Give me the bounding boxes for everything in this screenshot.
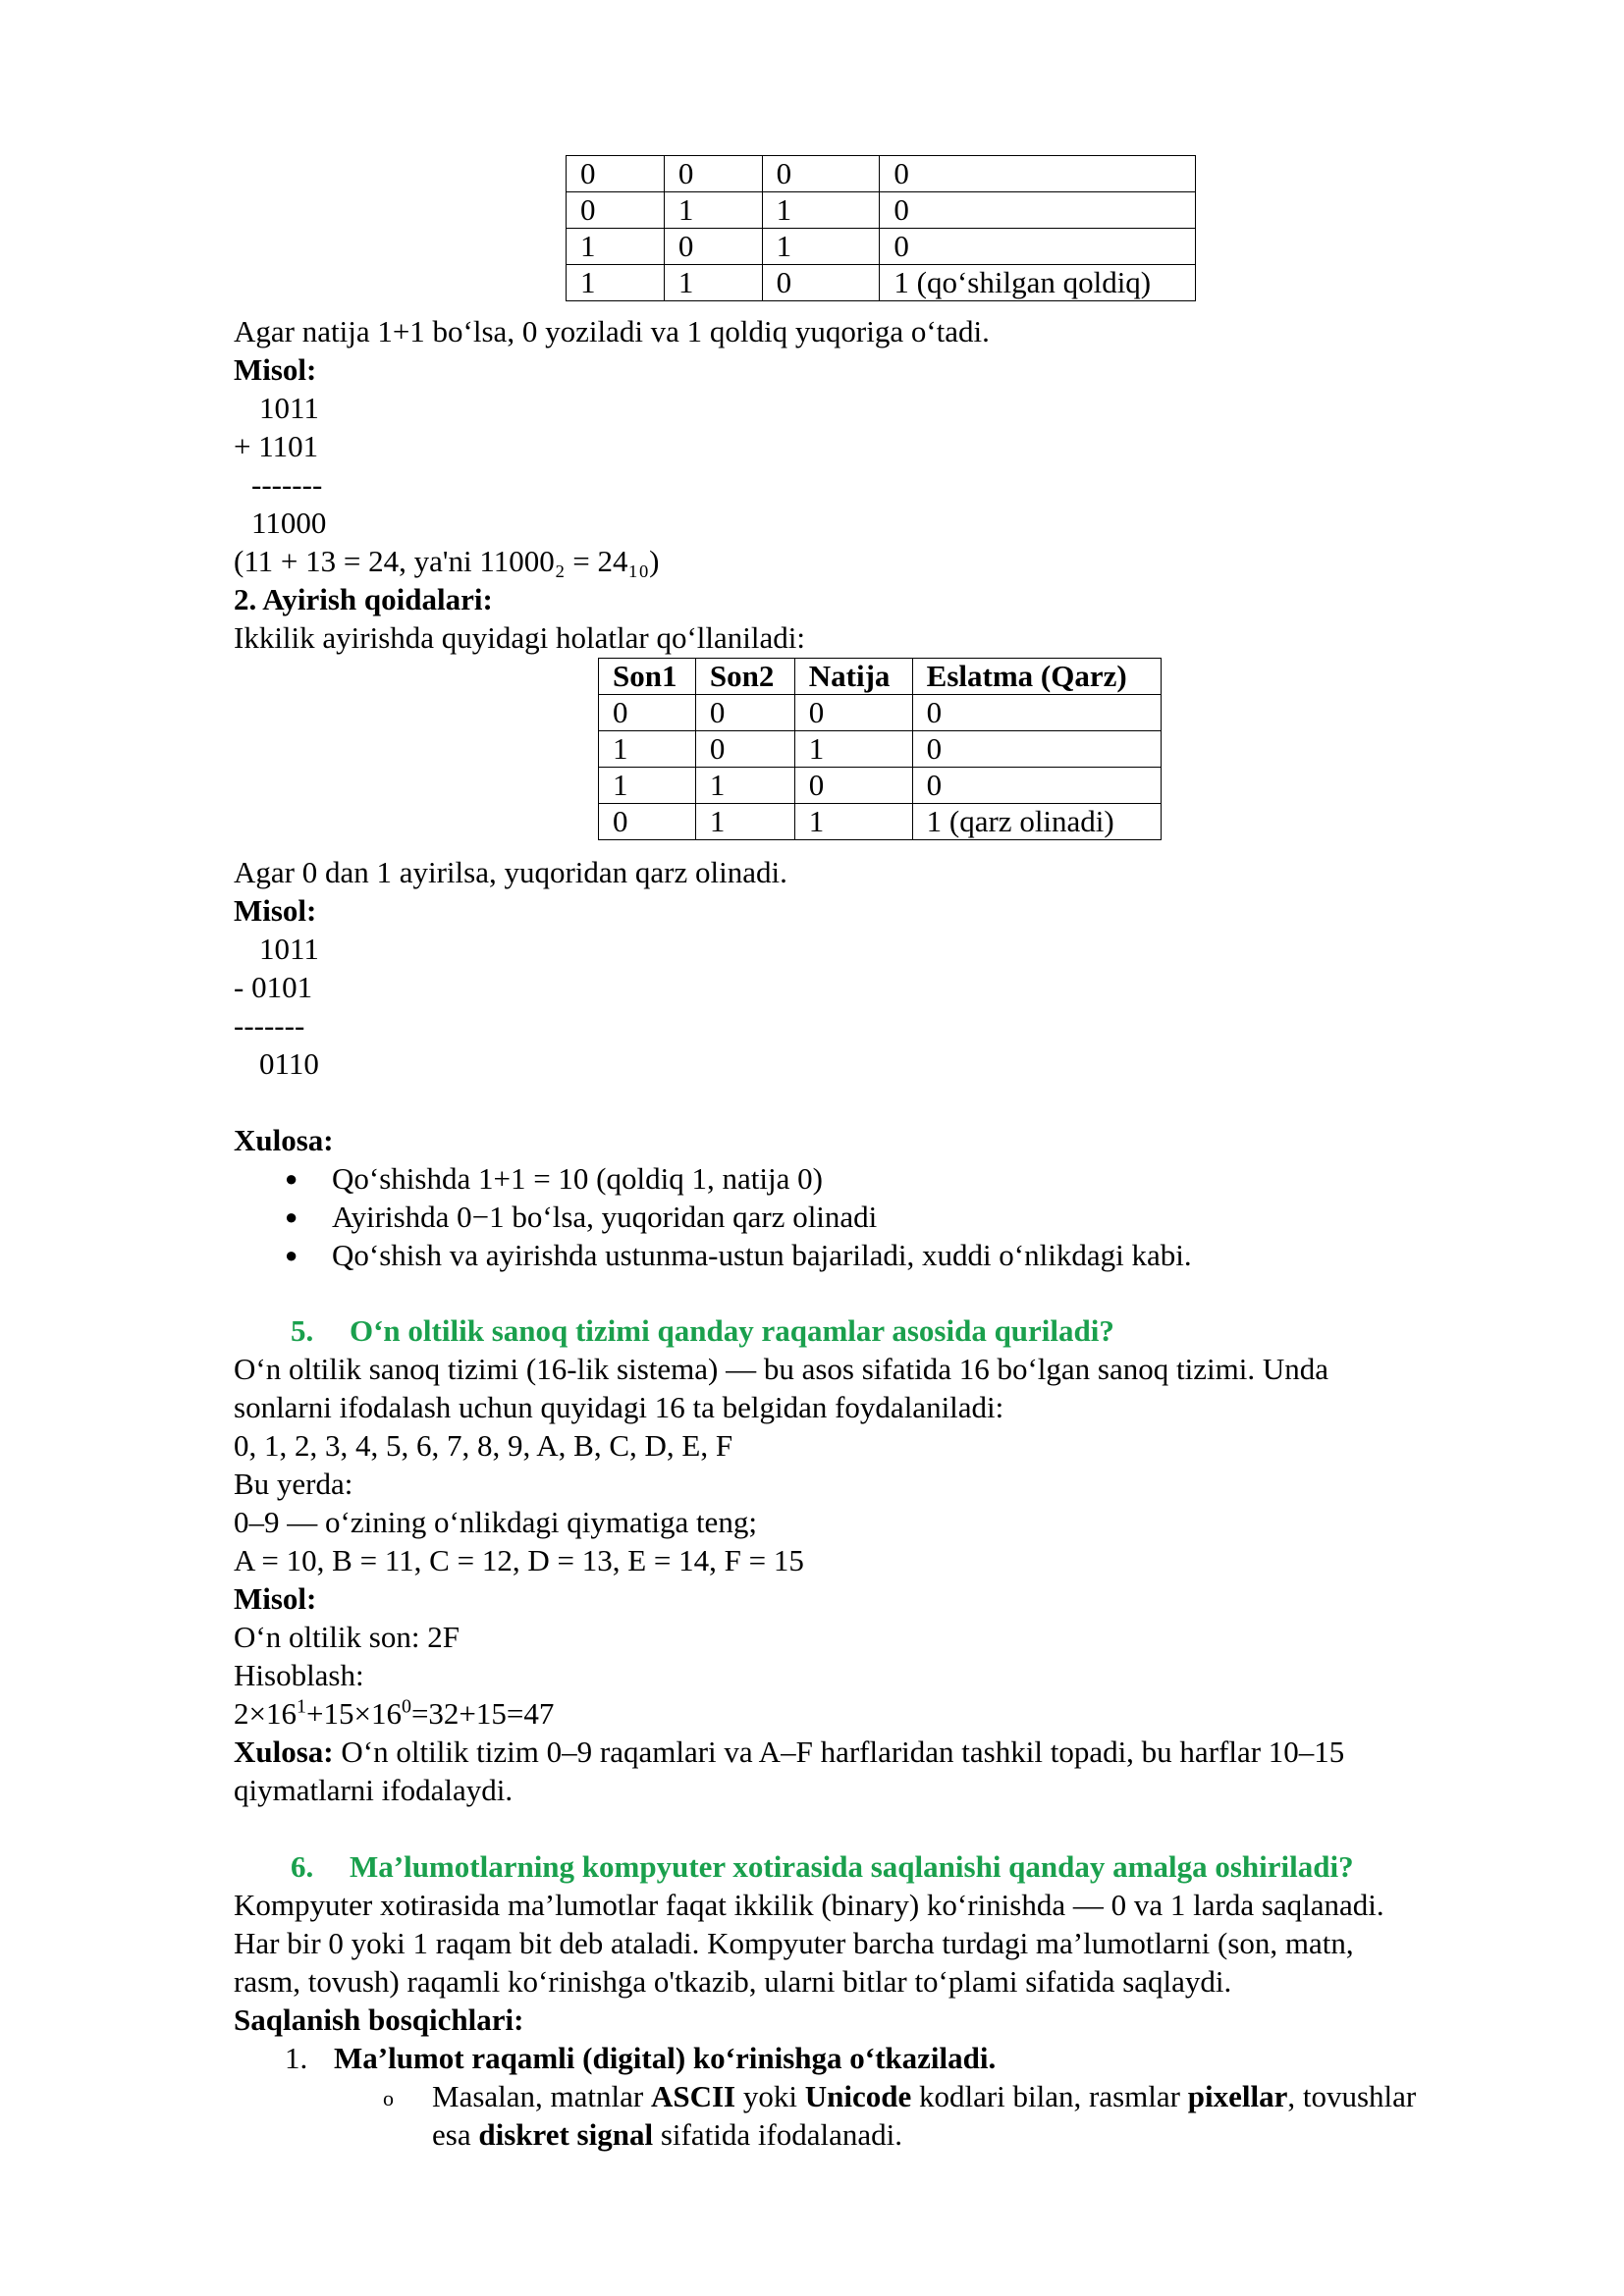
summary-label: Xulosa:	[234, 1123, 334, 1157]
summary-item: Qo‘shish va ayirishda ustunma-ustun bajariladi, xuddi o‘nlikdagi kabi.	[332, 1238, 1192, 1272]
table-row	[599, 731, 1162, 768]
bullet-icon: ●	[285, 1243, 298, 1267]
table-row	[567, 229, 1196, 265]
table-cell: 1	[599, 731, 696, 768]
table-cell: 1	[695, 768, 794, 804]
paragraph-line: O‘n oltilik sanoq tizimi (16-lik sistema) — bu asos sifatida 16 bo‘lgan sanoq tizimi. Unda	[234, 1352, 1328, 1386]
example-line: 11000	[251, 506, 327, 540]
table-cell: 0	[880, 156, 1196, 192]
step-number: 1.	[285, 2041, 308, 2075]
example-line: - 0101	[234, 970, 313, 1004]
example-result: (11 + 13 = 24, ya'ni 11000₂ = 24₁₀)	[234, 544, 660, 578]
conclusion: Xulosa: O‘n oltilik tizim 0–9 raqamlari va A–F harflaridan tashkil topadi, bu harflar 10–15	[234, 1735, 1345, 1769]
table-cell: 0	[912, 695, 1161, 731]
table-row	[567, 156, 1196, 192]
summary-item: Qo‘shishda 1+1 = 10 (qoldiq 1, natija 0)	[332, 1161, 823, 1196]
table-cell: 1 (qarz olinadi)	[912, 804, 1161, 840]
table-header-cell: Eslatma (Qarz)	[912, 659, 1161, 695]
example-line: 1011	[259, 391, 319, 425]
table-row	[599, 804, 1162, 840]
table-cell: 0	[912, 731, 1161, 768]
table-cell: 1	[664, 192, 762, 229]
table-row	[567, 192, 1196, 229]
section-number: 6.	[291, 1849, 314, 1884]
example-line: -------	[234, 1008, 305, 1042]
bullet-icon: ●	[285, 1204, 298, 1229]
table-cell: 1	[794, 731, 912, 768]
table-cell: 0	[912, 768, 1161, 804]
table-cell: 0	[567, 156, 665, 192]
paragraph-line: Har bir 0 yoki 1 raqam bit deb ataladi. Kompyuter barcha turdagi ma’lumotlarni (son, matn,	[234, 1926, 1354, 1960]
hex-digits: 0, 1, 2, 3, 4, 5, 6, 7, 8, 9, A, B, C, D, E, F	[234, 1428, 733, 1463]
subtraction-intro: Ikkilik ayirishda quyidagi holatlar qo‘llaniladi:	[234, 620, 805, 655]
table-header-row	[599, 659, 1162, 695]
table-cell: 0	[880, 192, 1196, 229]
paragraph-line: 0–9 — o‘zining o‘nlikdagi qiymatiga teng;	[234, 1505, 757, 1539]
table-cell: 1 (qo‘shilgan qoldiq)	[880, 265, 1196, 301]
table-cell: 0	[599, 804, 696, 840]
table-header-cell: Son2	[695, 659, 794, 695]
table-cell: 0	[880, 229, 1196, 265]
table-cell: 1	[599, 768, 696, 804]
paragraph-line: O‘n oltilik son: 2F	[234, 1620, 460, 1654]
paragraph-line: Hisoblash:	[234, 1658, 364, 1692]
addition-table	[566, 155, 1196, 301]
table-cell: 1	[762, 229, 880, 265]
table-cell: 1	[794, 804, 912, 840]
table-cell: 0	[794, 695, 912, 731]
table-cell: 1	[695, 804, 794, 840]
table-cell: 1	[567, 229, 665, 265]
paragraph-line: qiymatlarni ifodalaydi.	[234, 1773, 514, 1807]
addition-note: Agar natija 1+1 bo‘lsa, 0 yoziladi va 1 qoldiq yuqoriga o‘tadi.	[234, 314, 990, 348]
example-line: -------	[251, 467, 323, 502]
calculation: $2\times 16^1+15\times 16^0=32+15=47$	[234, 1695, 555, 1731]
bullet-icon: ●	[285, 1166, 298, 1191]
example-label: Misol:	[234, 1581, 317, 1616]
table-cell: 0	[664, 229, 762, 265]
table-cell: 0	[567, 192, 665, 229]
paragraph-line: sonlarni ifodalash uchun quyidagi 16 ta belgidan foydalaniladi:	[234, 1390, 1004, 1424]
table-row	[599, 695, 1162, 731]
sub-item-line: Masalan, matnlar ASCII yoki Unicode kodlari bilan, rasmlar pixellar, tovushlar	[432, 2079, 1417, 2113]
paragraph-line: A = 10, B = 11, C = 12, D = 13, E = 14, F = 15	[234, 1543, 804, 1577]
sub-item-line: esa diskret signal sifatida ifodalanadi.	[432, 2117, 903, 2152]
table-cell: 1	[567, 265, 665, 301]
table-cell: 0	[762, 265, 880, 301]
subtraction-table	[598, 658, 1162, 840]
section-title: Ma’lumotlarning kompyuter xotirasida saqlanishi qanday amalga oshiriladi?	[350, 1849, 1354, 1884]
section-number: 5.	[291, 1313, 314, 1348]
table-cell: 1	[664, 265, 762, 301]
subtraction-heading: 2. Ayirish qoidalari:	[234, 582, 493, 616]
table-header-cell: Natija	[794, 659, 912, 695]
table-header-cell: Son1	[599, 659, 696, 695]
example-label: Misol:	[234, 352, 317, 387]
table-cell: 0	[599, 695, 696, 731]
example-line: + 1101	[234, 429, 319, 463]
circle-bullet-icon: o	[383, 2086, 394, 2110]
table-cell: 0	[695, 731, 794, 768]
table-row	[567, 265, 1196, 301]
subtraction-note: Agar 0 dan 1 ayirilsa, yuqoridan qarz olinadi.	[234, 855, 787, 889]
paragraph-line: Bu yerda:	[234, 1467, 353, 1501]
example-line: 0110	[259, 1046, 319, 1081]
example-line: 1011	[259, 932, 319, 966]
step-item: Ma’lumot raqamli (digital) ko‘rinishga o‘tkaziladi.	[334, 2041, 997, 2075]
table-row	[599, 768, 1162, 804]
table-cell: 0	[695, 695, 794, 731]
table-cell: 1	[762, 192, 880, 229]
table-cell: 0	[664, 156, 762, 192]
table-cell: 0	[762, 156, 880, 192]
paragraph-line: rasm, tovush) raqamli ko‘rinishga o'tkazib, ularni bitlar to‘plami sifatida saqlaydi.	[234, 1964, 1232, 1999]
paragraph-line: Kompyuter xotirasida ma’lumotlar faqat ikkilik (binary) ko‘rinishda — 0 va 1 larda saqlanadi.	[234, 1888, 1384, 1922]
summary-item: Ayirishda 0−1 bo‘lsa, yuqoridan qarz olinadi	[332, 1200, 878, 1234]
steps-label: Saqlanish bosqichlari:	[234, 2002, 524, 2037]
section-title: O‘n oltilik sanoq tizimi qanday raqamlar asosida quriladi?	[350, 1313, 1114, 1348]
table-cell: 0	[794, 768, 912, 804]
example-label: Misol:	[234, 893, 317, 928]
